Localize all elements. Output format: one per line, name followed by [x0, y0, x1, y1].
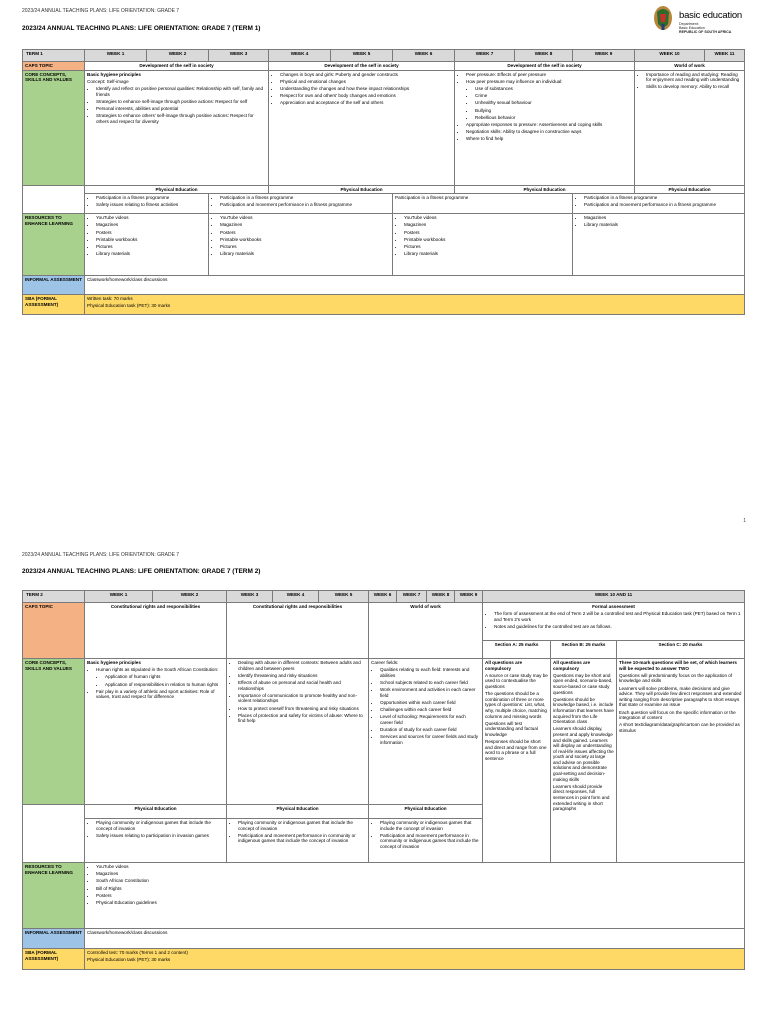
pe-header: Physical Education — [269, 185, 455, 194]
term-1-table — [22, 49, 745, 315]
week-header: WEEK 2 — [147, 50, 209, 62]
pe-cell: • Participation in a fitness programme • Participation and movement performance in a fitness programme — [573, 194, 745, 214]
logo-subtext: Department: Basic Education REPUBLIC OF SOUTH AFRICA — [679, 22, 732, 35]
informal-assessment-label: INFORMAL ASSESSMENT — [23, 929, 85, 949]
pe-cell: • Participation in a fitness programme • Participation and movement performance in a fitness programme — [209, 194, 393, 214]
core-concepts-weeks-10-11: • Importance of reading and studying: Reading for enjoyment and reading with understanding • Skills to develop memory: Ability to recall — [635, 70, 745, 185]
pe-header: Physical Education — [227, 805, 369, 819]
page-term-2 — [0, 532, 768, 1024]
sba-text: Written task: 70 marks Physical Education task (PET): 30 marks — [85, 295, 745, 315]
week-header: WEEK 4 — [273, 591, 319, 603]
sba-label: SBA (FORMAL ASSESSMENT) — [23, 295, 85, 315]
week-header: WEEK 1 — [85, 50, 147, 62]
caps-topic-label: CAPS TOPIC — [23, 603, 85, 659]
pe-cell: • Playing community or indigenous games that include the concept of invasion • Participation and movement performance in community or indigenous games that include the concept of invasion — [227, 819, 369, 863]
week-header: WEEK 10 — [635, 50, 705, 62]
resources-cell: • YouTube videos • Magazines • Posters • Printable workbooks • Pictures • Library materials — [393, 214, 573, 276]
week-header: WEEK 6 — [393, 50, 455, 62]
term-2-table — [22, 590, 745, 970]
week-header: WEEK 3 — [209, 50, 269, 62]
section-c-header: Section C: 20 marks — [617, 641, 745, 659]
section-a-header: Section A: 25 marks — [483, 641, 551, 659]
week-header: WEEK 5 — [331, 50, 393, 62]
caps-topic-label: CAPS TOPIC — [23, 62, 85, 71]
pe-header: Physical Education — [85, 805, 227, 819]
blank-cell — [23, 185, 85, 214]
coat-of-arms-icon — [652, 4, 674, 34]
pe-cell: • Participation in a fitness programme • Safety issues relating to fitness activities — [85, 194, 209, 214]
page-title: 2023/24 ANNUAL TEACHING PLANS: LIFE ORIENTATION: GRADE 7 (TERM 2) — [22, 568, 261, 575]
blank-cell — [23, 805, 85, 863]
pe-header: Physical Education — [455, 185, 635, 194]
resources-cell: • YouTube videos • Magazines • South African Constitution • Bill of Rights • Posters • Physical Education guidelines — [85, 863, 745, 929]
section-b-notes: All questions are compulsory Questions may be short and open ended, scenario-based, source-based or case study questions Questions should be knowledge based, i.e. include information that learners have acquired from the Life Orientation class Learners should display, present and apply knowledge and skills gained. Learners will display an understanding of real-life issues affecting the youth and society at large and advise on possible solutions and demonstrate goal-setting and decision-making skills Learners should provide direct responses, full sentences in point form and extended writing in short paragraphs — [551, 659, 617, 863]
resources-label: RESOURCES TO ENHANCE LEARNING — [23, 863, 85, 929]
caps-topic: Development of the self in society — [269, 62, 455, 71]
core-concepts-weeks-1-2: Basic hygiene principles • Human rights as stipulated in the South African Constitution: • Application of human rights • Application of responsibilities in relation to human rights • Fair play in a variety of athletic and sport activities: Role of values, trust and respect for difference — [85, 659, 227, 805]
section-b-header: Section B: 25 marks — [551, 641, 617, 659]
resources-cell: • Magazines • Library materials — [573, 214, 745, 276]
pe-cell: • Playing community or indigenous games that include the concept of invasion • Participation and movement performance in community or indigenous games that include the concept of invasion — [369, 819, 483, 863]
week-header: WEEK 4 — [269, 50, 331, 62]
week-header: WEEK 9 — [573, 50, 635, 62]
logo-wordmark: basic education — [679, 10, 743, 21]
core-concepts-weeks-4-6: • Changes in boys and girls: Puberty and gender constructs • Physical and emotional changes • Understanding the changes and how these impact relationships • Respect for own and others' body changes and emotions • Appreciation and acceptance of the self and others — [269, 70, 455, 185]
week-header: WEEK 7 — [397, 591, 427, 603]
week-header: WEEK 9 — [455, 591, 483, 603]
formal-assessment: Formal assessment • The form of assessment at the end of Term 2 will be a controlled test and Physical Education task (PET) based on Term 1 and Term 2's work • Notes and guidelines for the controlled test are as follows. — [483, 603, 745, 641]
week-header: WEEK 1 — [85, 591, 153, 603]
week-header: WEEK 11 — [705, 50, 745, 62]
resources-label: RESOURCES TO ENHANCE LEARNING — [23, 214, 85, 276]
week-header: WEEK 10 AND 11 — [483, 591, 745, 603]
pe-header: Physical Education — [635, 185, 745, 194]
caps-topic: Constitutional rights and responsibilities — [227, 603, 369, 659]
core-concepts-weeks-1-3: Basic hygiene principles Concept: Self-image • Identify and reflect on positive personal qualities: Relationship with self, family and friends • Strategies to enhance self-image through positive actions: Respect for self • Personal interests, abilities and potential • Strategies to enhance others' self-image through positive actions: Respect for others and respect for diversity — [85, 70, 269, 185]
sba-label: SBA (FORMAL ASSESSMENT) — [23, 949, 85, 970]
running-header: 2023/24 ANNUAL TEACHING PLANS: LIFE ORIENTATION: GRADE 7 — [22, 8, 180, 14]
week-header: WEEK 3 — [227, 591, 273, 603]
term-label: TERM 2 — [23, 591, 85, 603]
caps-topic: World of work — [635, 62, 745, 71]
caps-topic: Constitutional rights and responsibilities — [85, 603, 227, 659]
caps-topic: Development of the self in society — [455, 62, 635, 71]
sba-text: Controlled test: 70 marks (Terms 1 and 2 content) Physical Education task (PET): 30 marks — [85, 949, 745, 970]
week-header: WEEK 8 — [427, 591, 455, 603]
page-number: 1 — [743, 518, 746, 524]
informal-assessment-text: Classwork/homework/class discussions — [85, 276, 745, 295]
core-concepts-label: CORE CONCEPTS, SKILLS AND VALUES — [23, 659, 85, 805]
term-label: TERM 1 — [23, 50, 85, 62]
week-header: WEEK 6 — [369, 591, 397, 603]
section-c-notes: Three 10-mark questions will be set, of which learners will be expected to answer TWO Questions will predominantly focus on the application of knowledge and skills Learners will solve problems, make decisions and give advice. They will provide few direct responses and extended writing ranging from descriptive paragraphs to short essays that state or examine an issue Each question will focus on the specific information or the integration of content A short text/diagram/data/graph/cartoon can be provided as stimulus — [617, 659, 745, 863]
core-concepts-label: CORE CONCEPTS, SKILLS AND VALUES — [23, 70, 85, 185]
pe-cell: • Playing community or indigenous games that include the concept of invasion • Safety issues relating to participation in invasion games — [85, 819, 227, 863]
core-concepts-weeks-6-9: Career fields: • Qualities relating to each field: Interests and abilities • School subjects related to each career field • Work environment and activities in each career field • Opportunities within each career field • Challenges within each career field • Level of schooling: Requirements for each career field • Duration of study for each career field • Services and sources for career fields and study information — [369, 659, 483, 805]
pe-header: Physical Education — [369, 805, 483, 819]
informal-assessment-text: Classwork/homework/class discussions — [85, 929, 745, 949]
resources-cell: • YouTube videos • Magazines • Posters • Printable workbooks • Pictures • Library materials — [209, 214, 393, 276]
core-concepts-weeks-3-5: • Dealing with abuse in different contexts: Between adults and children and between peers • Identify threatening and risky situations • Effects of abuse on personal and social health and relationships • Importance of communication to promote healthy and non-violent relationships • How to protect oneself from threatening and risky situations • Places of protection and safety for victims of abuse: Where to find help — [227, 659, 369, 805]
week-header: WEEK 5 — [319, 591, 369, 603]
pe-header: Physical Education — [85, 185, 269, 194]
core-concepts-weeks-7-9: • Peer pressure: Effects of peer pressure • How peer pressure may influence an individual: • Use of substances • Crime • Unhealthy sexual behaviour • Bullying • Rebellious behavior • Appropriate responses to pressure: Assertiveness and coping skills • Negotiation skills: Ability to disagree in constructive ways • Where to find help — [455, 70, 635, 185]
pe-cell: Participation in a fitness programme — [393, 194, 573, 214]
resources-cell: • YouTube videos • Magazines • Posters • Printable workbooks • Pictures • Library materials — [85, 214, 209, 276]
section-a-notes: All questions are compulsory A source or case study may be used to contextualise the questions The questions should be a combination of three or more types of questions: List, what, why, multiple choice, matching columns and missing words Questions will test understanding and factual knowledge Responses should be short and direct and range from one word to a phrase or a full sentence — [483, 659, 551, 863]
informal-assessment-label: INFORMAL ASSESSMENT — [23, 276, 85, 295]
dbe-logo — [652, 4, 752, 40]
running-header: 2023/24 ANNUAL TEACHING PLANS: LIFE ORIENTATION: GRADE 7 — [22, 552, 180, 558]
week-header: WEEK 8 — [515, 50, 573, 62]
week-header: WEEK 7 — [455, 50, 515, 62]
caps-topic: Development of the self in society — [85, 62, 269, 71]
week-header: WEEK 2 — [153, 591, 227, 603]
page-title: 2023/24 ANNUAL TEACHING PLANS: LIFE ORIENTATION: GRADE 7 (TERM 1) — [22, 25, 261, 32]
caps-topic: World of work — [369, 603, 483, 659]
